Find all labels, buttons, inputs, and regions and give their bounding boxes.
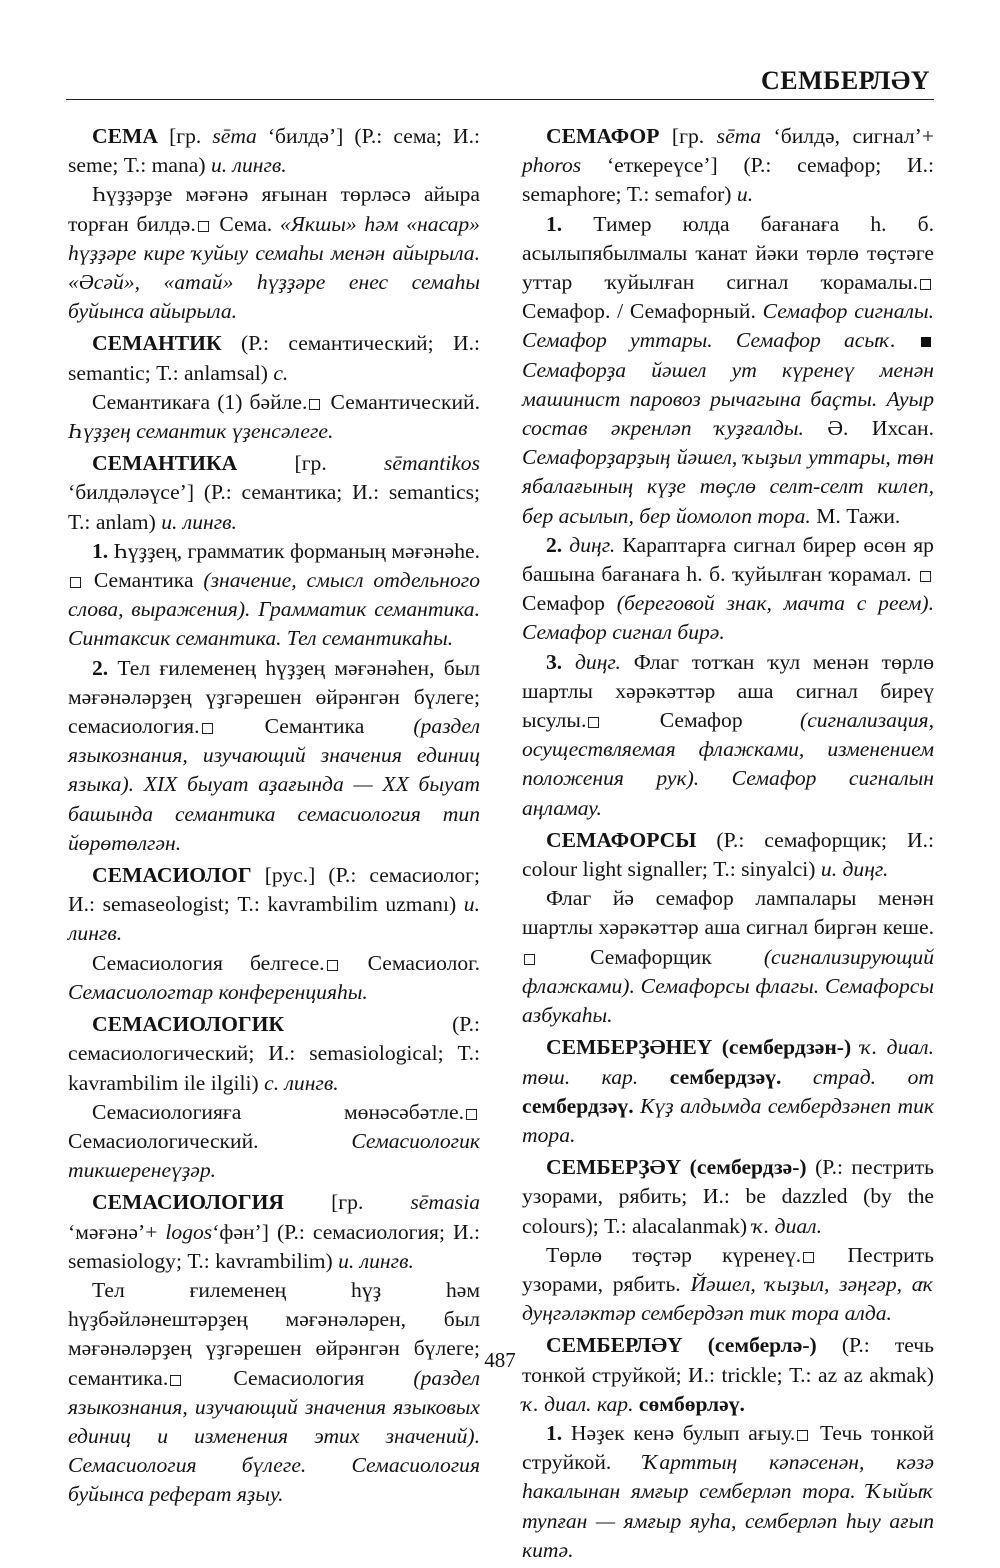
entry-meta: [гр. [659, 124, 717, 148]
definition: Тимер юлда бағанаға һ. б. асылыпябылмалы ҡанат йәки төрлө төҫтәге уттар ҡуйылған сигнал ҡорамалы. [522, 211, 934, 295]
definition: Флаг йә семафор лампалары менән шартлы хәрәкәттәр аша сигнал биргән кеше. [522, 886, 934, 940]
definition: Тел ғилеменең һүҙ һәм һүҙбәйләнештәрҙең мәғәнәләрен, был мәғәнәләрҙең үҙгәрешен өйрәнгән бүлеге; семантика. [68, 1277, 480, 1390]
sense-number: 2. [546, 532, 563, 557]
example: Семафорҙарҙың йәшел, ҡыҙыл уттары, төн ябалағының күҙе төҫлө селт-селт килеп, бер асылып, бер йомолоп тора. [522, 445, 934, 528]
entry-meta: [гр. [237, 451, 385, 476]
translation: Семафорщик [538, 944, 764, 969]
entry-semberdzeu [522, 1153, 934, 1328]
translation-marker-icon [327, 960, 338, 971]
definition: Семасиологияға мөнәсәбәтле. [92, 1099, 464, 1124]
entry-meta: ‘билдәләүсе’] (Р.: семантика; И.: semantics; Т.: anlam) [68, 480, 480, 534]
definition: Тел ғилеменең һүҙҙең мәғәнәһен, был мәғәнәләрҙең үҙгәрешен өйрәнгән бүлеге; семасиология. [68, 655, 480, 739]
translation: Семасиология [184, 1365, 414, 1390]
definition: Төрлө төҫтәр күренеү. [546, 1242, 802, 1267]
entry-meta: (Р.: пестрить узорами, рябить; И.: be dazzled (by the colours); Т.: alacalanmak) [522, 1155, 935, 1238]
source: М. Тажи. [810, 503, 901, 528]
headword: СЕМБЕРҘӘҮ (сембердзә-) [546, 1155, 807, 1180]
etymon: sēmantikos [384, 451, 480, 476]
grammar-label: и. диңг. [820, 857, 889, 882]
entry-meta: ‘билдә’] (Р.: сема; И.: seme; Т.: mana) [68, 124, 480, 178]
translation-marker-icon [920, 571, 931, 582]
sense-number: 1. [92, 538, 109, 563]
entry-meta: ‘мәғәнә’+ [68, 1219, 166, 1244]
headword: СЕМАСИОЛОГ [92, 863, 252, 888]
gloss: (раздел языкознания, изучающий значения единиц языка). XIX быуат аҙағында — XX быуат башында семантика семасиология тип йөрөтөлгән. [68, 714, 480, 855]
entry-meta: ‘билдә, сигнал’+ [761, 124, 935, 148]
etymon: logos [165, 1219, 213, 1244]
translation-marker-icon [803, 1252, 814, 1263]
grammar-label: и. лингв. [210, 153, 287, 178]
definition: Караптарға сигнал бирер өсөн яр башына бағанаға һ. б. ҡуйылған ҡорамал. [522, 532, 934, 587]
example: Семафорҙа йәшел ут күренеү менән машинист паровоз рычагына баҫты. Ауыр состав әкренләп ҡуҙғалды. [522, 357, 934, 441]
definition: Флаг тотҡан ҡул менән төрлө шартлы хәрәкәттәр аша сигнал биреү ысулы. [522, 649, 934, 733]
entry-meta: (Р.: течь тонкой струйкой; И.: trickle; Т.: az az akmak) [522, 1333, 935, 1387]
translation: Семасиолог. [340, 950, 480, 975]
grammar-label: с. [273, 360, 289, 385]
grammar-label: и. [736, 182, 754, 207]
gloss: (раздел языкознания, изучающий значения языковых единиц и изменения этих значений). Семасиология бүлеге. Семасиология буйынса реферат яҙыу. [68, 1365, 480, 1507]
etymon: sēma [716, 124, 762, 148]
headword: СЕМАСИОЛОГИК [92, 1012, 285, 1037]
grammar-label: и. лингв. [338, 1248, 414, 1273]
source: Ә. Ихсан. [803, 416, 935, 441]
headword: СЕМА [92, 124, 158, 148]
sense-number: 3. [546, 649, 563, 674]
grammar-label: и. лингв. [161, 509, 237, 534]
example: Семасиологик тикшеренеүҙәр. [68, 1128, 480, 1183]
example: Семасиологтар конференцияһы. [68, 979, 368, 1004]
translation-marker-icon [588, 717, 599, 728]
translation: Семафор [522, 591, 617, 616]
example: Ҡарттың кәпәсенән, кәзә һакалынан ямғыр семберләп тора. Ҡыйыҡ тупған — ямғыр яуһа, семберләп һыу ағып китә. [522, 1450, 934, 1562]
translation-marker-icon [524, 954, 535, 965]
translation: Сема. [211, 211, 280, 236]
gloss: (сигнализация, осуществляемая флажками, изменением положения рук). Семафор сигналын аңламау. [522, 708, 934, 820]
entry-meta: [гр. [157, 124, 213, 148]
usage-label: страд. от [781, 1064, 934, 1089]
usage-label: ҡ. диал. төш. кар. [522, 1035, 934, 1089]
sense-number: 2. [92, 655, 109, 680]
headword: СЕМАСИОЛОГИЯ [92, 1190, 285, 1215]
entry-meta: ‘еткереүсе’] (Р.: семафор; И.: semaphore; Т.: semafor) [522, 153, 934, 207]
entry-sema [68, 122, 480, 326]
translation: Семафор [602, 708, 801, 733]
etymon: sēma [212, 124, 257, 148]
entry-meta: [рус.] (Р.: семасиолог; И.: semaseologist; Т.: kavrambilim uzmanı) [68, 863, 480, 917]
entry-meta: (Р.: семантический; И.: semantic; Т.: anlamsal) [68, 331, 480, 385]
translation: Семантический. [323, 389, 480, 414]
definition: Һүҙҙең, грамматик форманың мәғәнәһе. [108, 538, 480, 563]
example: Күҙ алдымда сембердзәнеп тик тора. [522, 1093, 934, 1147]
gloss: (значение, смысл отдельного слова, выражения). Грамматик семантика. Синтаксик семантика. Тел семантикаһы. [68, 568, 480, 651]
translation-marker-icon [466, 1109, 477, 1120]
page-number: 487 [484, 1348, 516, 1372]
headword: СЕМАФОР [546, 124, 660, 148]
definition: Семантикаға (1) бәйле. [92, 389, 308, 414]
left-column [68, 122, 480, 1513]
definition: Һүҙҙәрҙе мәғәнә яғынан төрләсә айыра торған билдә. [68, 182, 480, 236]
entry-meta: (Р.: семасиологический; И.: semasiological; Т.: kavrambilim ile ilgili) [68, 1012, 480, 1095]
headword: СЕМАНТИК [92, 331, 222, 356]
gloss: (береговой знак, мачта с реем). Семафор сигнал бирә. [522, 591, 934, 645]
translation-marker-icon [202, 723, 213, 734]
translation: Пестрить узорами, рябить. [522, 1242, 934, 1296]
example: Һүҙҙең семантик үҙенсәлеге. [68, 419, 334, 444]
usage-label: диңг. [562, 532, 616, 557]
headword: СЕМАНТИКА [92, 451, 238, 476]
example: Семафор сигналы. Семафор уттары. Семафор асыҡ. [522, 299, 934, 353]
grammar-label: с. лингв. [264, 1070, 339, 1095]
translation-marker-icon [198, 221, 209, 232]
translation-marker-icon [170, 1375, 181, 1386]
entry-semberdzeney [522, 1033, 934, 1150]
entry-meta: (Р.: семафорщик; И.: colour light signaller; Т.: sinyalci) [522, 827, 934, 882]
translation-marker-icon [920, 279, 931, 290]
entry-semafor [522, 122, 934, 823]
etymon: sēmasia [410, 1190, 480, 1215]
translation: Семасиологический. [68, 1128, 352, 1153]
headword: СЕМБЕРЛӘҮ (семберлә-) [546, 1333, 817, 1358]
running-header: СЕМБЕРЛӘҮ [760, 66, 930, 95]
translation: Семантика [84, 568, 204, 593]
header-rule [66, 99, 934, 100]
cross-reference: сембердзәү. [522, 1093, 634, 1118]
cross-reference: сөмбөрләү. [638, 1391, 745, 1416]
translation-marker-icon [797, 1430, 808, 1441]
grammar-label: ҡ. диал. кар. [522, 1391, 639, 1416]
etymon: phoros [522, 153, 582, 178]
grammar-label: ҡ. диал. [752, 1213, 822, 1238]
entry-semantika [68, 449, 480, 858]
entry-semasiolog [68, 861, 480, 1007]
definition: Нәҙек кенә булып ағыу. [562, 1420, 796, 1445]
gloss: (сигнализирующий флажками). Семафорсы флагы. Семафорсы азбукаһы. [522, 944, 934, 1028]
translation: Семантика [215, 714, 414, 739]
translation: Течь тонкой струйкой. [522, 1420, 934, 1475]
entry-meta: ‘фән’] (Р.: семасиология; И.: semasiology; Т.: kavrambilim) [68, 1219, 480, 1273]
translation: Семафор. / Семафорный. [522, 299, 763, 324]
entry-semasiologik [68, 1010, 480, 1185]
entry-semantik [68, 329, 480, 446]
translation-marker-icon [309, 399, 320, 410]
headword: СЕМБЕРҘӘНЕҮ (сембердзән-) [546, 1035, 852, 1060]
cross-reference: сембердзәү. [669, 1064, 782, 1089]
phraseology-marker-icon [921, 337, 931, 347]
headword: СЕМАФОРСЫ [546, 827, 697, 852]
definition: Семасиология белгесе. [92, 950, 325, 975]
sense-number: 1. [546, 1420, 563, 1445]
sense-number: 1. [546, 211, 563, 236]
entry-meta: [гр. [284, 1190, 411, 1215]
usage-label: диңг. [562, 649, 621, 674]
entry-semaforsy [522, 826, 934, 1030]
grammar-label: и. лингв. [68, 892, 480, 946]
example: «Якшы» һәм «насар» һүҙҙәре кире ҡуйыу семаһы менән айырыла. «Әсәй», «атай» һүҙҙәре енес семаһы буйынса айырыла. [68, 211, 480, 324]
translation-marker-icon [70, 577, 81, 588]
example: Йәшел, ҡыҙыл, зәңгәр, аҡ дуңгәләктәр сембердзәп тик тора алда. [522, 1271, 934, 1326]
